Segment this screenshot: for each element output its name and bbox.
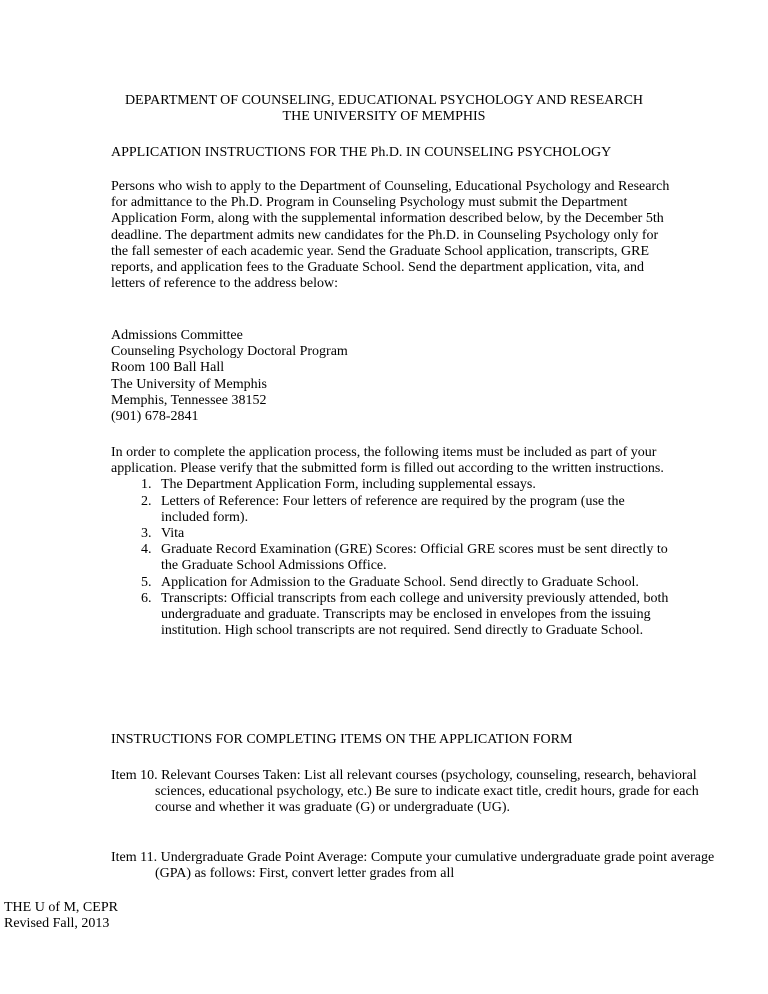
process-intro-paragraph: In order to complete the application process, the following items must be included as part of your application. Please verify that the submitted form is filled out according to the written instructions. [111,445,664,477]
address-line-3: Room 100 Ball Hall [111,360,225,376]
item-11-paragraph: Item 11. Undergraduate Grade Point Average: Compute your cumulative undergraduate grade point average (GPA) as follows: First, convert letter grades from all [111,850,715,882]
address-line-6: (901) 678-2841 [111,409,199,425]
footer-line-1: THE U of M, CEPR [4,900,118,915]
item-10-paragraph: Item 10. Relevant Courses Taken: List all relevant courses (psychology, counseling, research, behavioral sciences, educational psychology, etc.) Be sure to indicate exact title, credit hours, grade for each course and whether it was graduate (G) or undergraduate (UG). [111,768,699,816]
application-items-section [111,445,671,639]
address-line-5: Memphis, Tennessee 38152 [111,392,267,408]
header-line-2: THE UNIVERSITY OF MEMPHIS [282,109,486,125]
required-items-list [111,477,671,639]
address-line-1: Admissions Committee [111,328,243,343]
instructions-heading: INSTRUCTIONS FOR COMPLETING ITEMS ON THE APPLICATION FORM [111,732,573,747]
footer-line-2: Revised Fall, 2013 [4,916,110,932]
page-title: APPLICATION INSTRUCTIONS FOR THE Ph.D. IN COUNSELING PSYCHOLOGY [111,145,612,160]
address-line-4: The University of Memphis [111,376,267,392]
list-item: 2. Letters of Reference: Four letters of reference are required by the program (use the included form). [155,494,671,526]
header-line-1: DEPARTMENT OF COUNSELING, EDUCATIONAL PSYCHOLOGY AND RESEARCH [124,93,644,108]
address-line-2: Counseling Psychology Doctoral Program [111,344,348,360]
list-item: 1. The Department Application Form, including supplemental essays. [155,477,671,493]
department-header [90,93,678,125]
list-item: 5. Application for Admission to the Graduate School. Send directly to Graduate School. [155,575,671,591]
list-item: 4. Graduate Record Examination (GRE) Scores: Official GRE scores must be sent directly to the Graduate School Admissions Office. [155,542,671,574]
list-item: 3. Vita [155,526,671,542]
mailing-address [111,328,671,425]
list-item: 6. Transcripts: Official transcripts from each college and university previously attended, both undergraduate and graduate. Transcripts may be enclosed in envelopes from the issuing institution. High school transcripts are not required. Send directly to Graduate School. [155,591,671,640]
footer [4,900,204,932]
intro-paragraph: Persons who wish to apply to the Department of Counseling, Educational Psychology and Research for admittance to the Ph.D. Program in Counseling Psychology must submit the Department Application Form, along with the supplemental information described below, by the December 5th deadline. The department admits new candidates for the Ph.D. in Counseling Psychology only for the fall semester of each academic year. Send the Graduate School application, transcripts, GRE reports, and application fees to the Graduate School. Send the department application, vita, and letters of reference to the address below: [111,179,670,292]
